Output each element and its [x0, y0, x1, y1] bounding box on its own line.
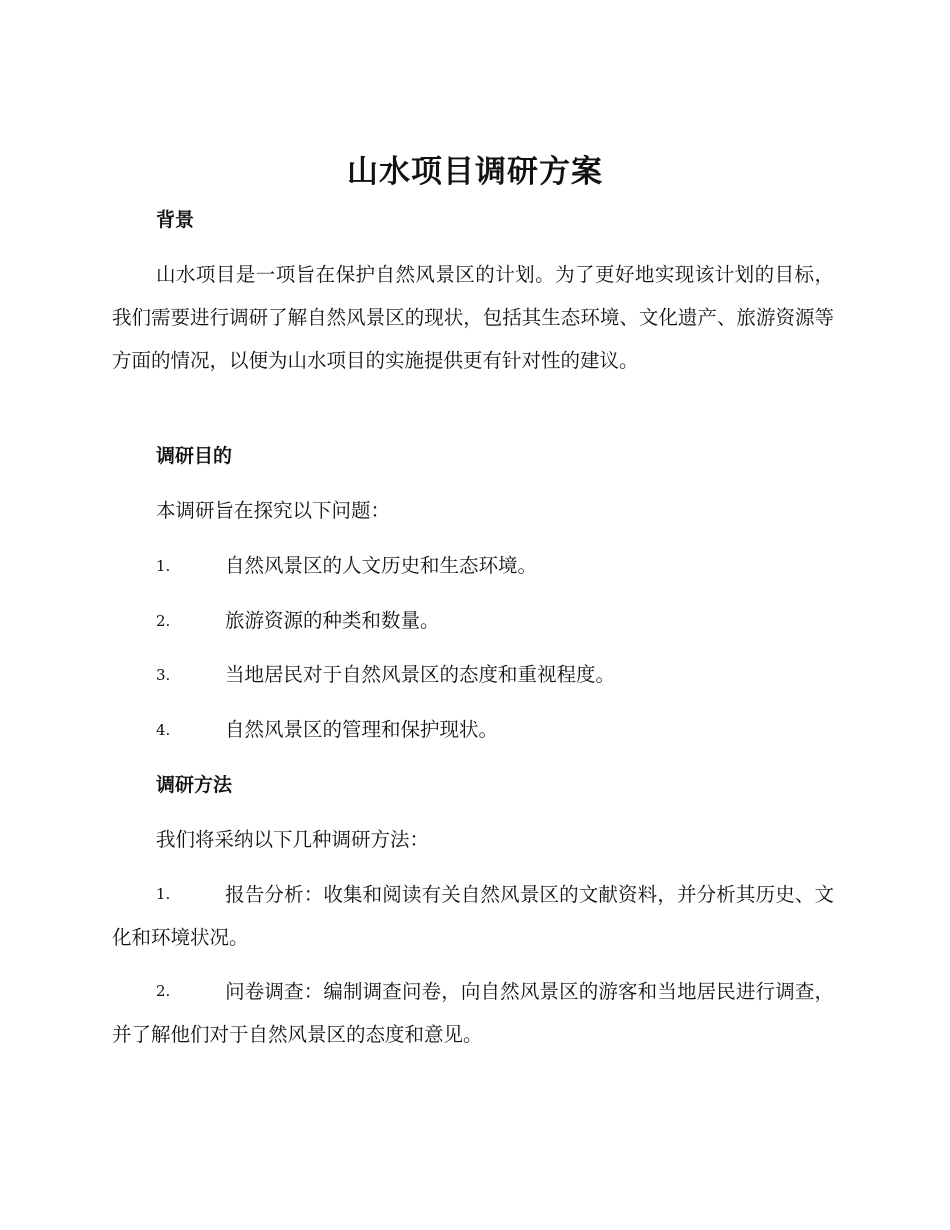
list-item-number: 1.: [156, 557, 171, 575]
section-heading-background: 背景: [156, 209, 195, 231]
purpose-intro: 本调研旨在探究以下问题：: [156, 499, 391, 522]
list-item-number: 1.: [156, 885, 171, 903]
section-heading-method: 调研方法: [156, 774, 233, 796]
list-item-text: 自然风景区的人文历史和生态环境。: [225, 554, 538, 577]
list-item-number: 4.: [156, 721, 171, 739]
background-paragraph: 山水项目是一项旨在保护自然风景区的计划。为了更好地实现该计划的目标，我们需要进行调研了解自然风景区的现状，包括其生态环境、文化遗产、旅游资源等方面的情况，以便为山水项目的实施提供更有针对性的建议。: [112, 263, 834, 372]
list-item-text: 报告分析：收集和阅读有关自然风景区的文献资料，并分析其历史、文化和环境状况。: [112, 883, 834, 949]
list-item: [156, 661, 615, 689]
list-item-number: 3.: [156, 666, 171, 684]
list-item-number: 2.: [156, 982, 171, 1000]
list-item: [156, 552, 537, 580]
list-item: [156, 716, 498, 744]
list-item: [156, 607, 440, 635]
section-heading-purpose: 调研目的: [156, 445, 233, 467]
list-item: [112, 873, 834, 959]
list-item-text: 当地居民对于自然风景区的态度和重视程度。: [225, 663, 616, 686]
list-item-text: 问卷调查：编制调查问卷，向自然风景区的游客和当地居民进行调查，并了解他们对于自然风景区的态度和意见。: [112, 980, 834, 1046]
list-item-number: 2.: [156, 612, 171, 630]
list-item: [112, 970, 834, 1056]
list-item-text: 自然风景区的管理和保护现状。: [225, 718, 499, 741]
document-title: 山水项目调研方案: [347, 154, 603, 190]
list-item-text: 旅游资源的种类和数量。: [225, 609, 440, 632]
method-intro: 我们将采纳以下几种调研方法：: [156, 828, 430, 851]
